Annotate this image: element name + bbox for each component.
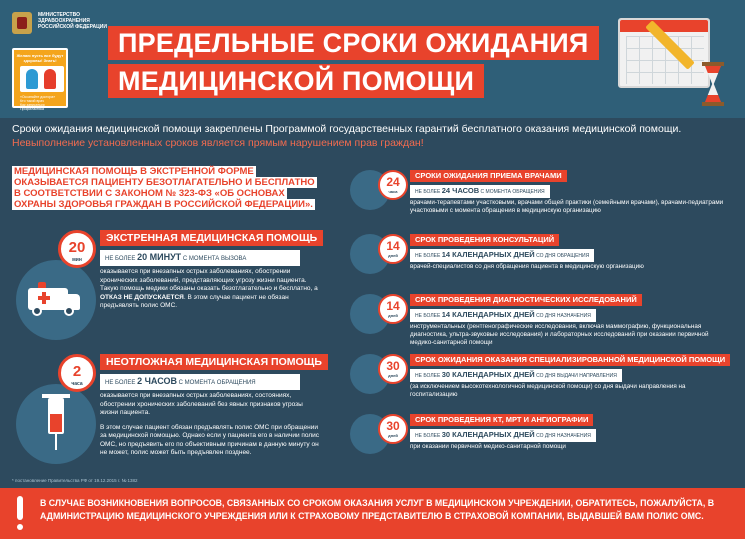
time-badge-number: 20 <box>68 239 86 256</box>
item-limit <box>410 429 596 442</box>
description-text: оказывается при внезапных острых заболеваниях, состояниях, обострении хронических заболеваний без явных признаков угрозы жизни пациента. <box>100 392 303 416</box>
limit-prefix: НЕ БОЛЕЕ <box>415 313 441 319</box>
item-description: при оказании первичной медико-санитарной помощи <box>410 443 566 450</box>
limit-suffix: СО ДНЯ НАЗНАЧЕНИЯ <box>536 313 591 319</box>
item-limit <box>410 309 596 322</box>
title-line-2: МЕДИЦИНСКОЙ ПОМОЩИ <box>108 64 484 98</box>
limit-value: 2 ЧАСОВ <box>137 376 177 386</box>
time-badge-number: 14 <box>386 299 400 313</box>
limit-suffix: С МОМЕНТА ОБРАЩЕНИЯ <box>178 380 256 386</box>
limit-suffix: С МОМЕНТА ОБРАЩЕНИЯ <box>480 189 545 195</box>
intro-warning: Невыполнение установленных сроков является прямым нарушением прав граждан! <box>12 137 424 149</box>
time-badge-unit: дней <box>388 253 398 258</box>
item-title: СРОКИ ОЖИДАНИЯ ПРИЕМА ВРАЧАМИ <box>410 170 567 182</box>
time-badge <box>378 414 408 444</box>
poster-label: «Осознайте доктора» <box>20 95 56 99</box>
item-title: СРОК ОЖИДАНИЯ ОКАЗАНИЯ СПЕЦИАЛИЗИРОВАННОЙ МЕДИЦИНСКОЙ ПОМОЩИ <box>410 354 730 366</box>
limit-prefix: НЕ БОЛЕЕ <box>415 189 441 195</box>
description-tail: . В этом случае пациент не обязан предъявлять полис ОМС. <box>100 293 289 309</box>
item-description: инструментальных (рентгенографические исследования, включая маммографию, функциональная диагностика, ультра-звуковые исследования) и лабораторных исследований при оказании первичной медико-санитарной помощи <box>410 323 709 346</box>
poster-list-item: Кто такой врач <box>20 99 44 103</box>
time-badge-unit: дней <box>388 373 398 378</box>
item-description: врачей-специалистов со дня обращения пациента в медицинскую организацию <box>410 263 644 270</box>
time-badge-number: 2 <box>72 363 82 380</box>
time-badge <box>58 230 96 268</box>
time-badge-number: 30 <box>386 359 400 373</box>
time-badge-unit: часа <box>388 189 398 194</box>
limit-prefix: НЕ БОЛЕЕ <box>415 433 441 439</box>
time-badge-unit: дней <box>388 433 398 438</box>
limit-value: 20 МИНУТ <box>137 252 182 262</box>
syringe-icon <box>34 394 80 454</box>
exclamation-icon <box>14 496 26 532</box>
poster-list-item: Профилактика <box>20 107 44 111</box>
time-badge <box>58 354 96 392</box>
limit-prefix: НЕ БОЛЕЕ <box>105 256 136 262</box>
item-limit <box>410 249 594 262</box>
time-badge-number: 30 <box>386 419 400 433</box>
time-badge <box>378 354 408 384</box>
description-text-2: В этом случае пациент обязан предъявлять полис ОМС при обращении за медицинской помощью. Однако если у пациента его в наличии полис ОМС, но предъявить его по объективным причинам в данную минуту он не может, полис может быть предъявлен позднее. <box>100 423 320 456</box>
emergency-note-text: МЕДИЦИНСКАЯ ПОМОЩЬ В ЭКСТРЕННОЙ ФОРМЕ ОКАЗЫВАЕТСЯ ПАЦИЕНТУ БЕЗОТЛАГАТЕЛЬНО И БЕСПЛАТНО В СООТВЕТСТВИИ С ЗАКОНОМ № 323-ФЗ «ОБ ОСНОВАХ ОХРАНЫ ЗДОРОВЬЯ ГРАЖДАН В РОССИЙСКОЙ ФЕДЕРАЦИИ». <box>14 166 315 210</box>
limit-suffix: С МОМЕНТА ВЫЗОВА <box>182 256 247 262</box>
poster-image <box>20 66 64 92</box>
limit-value: 14 КАЛЕНДАРНЫХ ДНЕЙ <box>441 250 535 259</box>
time-badge-number: 24 <box>386 175 400 189</box>
item-limit <box>410 185 550 198</box>
title-line-1: ПРЕДЕЛЬНЫЕ СРОКИ ОЖИДАНИЯ <box>108 26 599 60</box>
item-title: СРОК ПРОВЕДЕНИЯ КОНСУЛЬТАЦИЙ <box>410 234 559 246</box>
ministry-name: МИНИСТЕРСТВО ЗДРАВООХРАНЕНИЯ РОССИЙСКОЙ ФЕДЕРАЦИИ <box>38 12 107 30</box>
intro <box>0 118 745 154</box>
item-title: СРОК ПРОВЕДЕНИЯ КТ, МРТ И АНГИОГРАФИИ <box>410 414 593 426</box>
section-limit <box>100 374 300 390</box>
item-limit <box>410 369 622 382</box>
section-description <box>100 392 320 458</box>
poster-thumbnail <box>12 48 68 111</box>
urgent-section <box>12 346 342 466</box>
limit-value: 30 КАЛЕНДАРНЫХ ДНЕЙ <box>441 370 535 379</box>
ministry-logo <box>12 12 122 40</box>
page-title <box>108 26 599 102</box>
time-badge-unit: мин <box>72 257 82 263</box>
description-bold: ОТКАЗ НЕ ДОПУСКАЕТСЯ <box>100 293 184 301</box>
bottom-banner <box>0 488 745 539</box>
limit-prefix: НЕ БОЛЕЕ <box>415 373 441 379</box>
time-badge <box>378 294 408 324</box>
footnote: * постановление Правительства РФ от 19.12.2015 г. № 1382 <box>12 478 138 483</box>
poster-title: Желаю пусть все будут здоровы! Знать! <box>16 53 64 63</box>
poster-list-item: Как записаться <box>20 103 45 107</box>
section-title: ЭКСТРЕННАЯ МЕДИЦИНСКАЯ ПОМОЩЬ <box>100 230 323 246</box>
bottom-banner-text: В СЛУЧАЕ ВОЗНИКНОВЕНИЯ ВОПРОСОВ, СВЯЗАННЫХ СО СРОКОМ ОКАЗАНИЯ УСЛУГ В МЕДИЦИНСКОМ УЧРЕЖДЕНИИ, ОБРАТИТЕСЬ, ПОЖАЛУЙСТА, В АДМИНИСТРАЦИЮ МЕДИЦИНСКОГО УЧРЕЖДЕНИЯ ИЛИ К СТРАХОВОМУ ПРЕДСТАВИТЕЛЮ В СТРАХОВОЙ КОМПАНИИ, ВЫДАВШЕЙ ВАМ ПОЛИС ОМС. <box>40 498 715 521</box>
time-badge <box>378 234 408 264</box>
limit-value: 24 ЧАСОВ <box>441 186 480 195</box>
item-title: СРОК ПРОВЕДЕНИЯ ДИАГНОСТИЧЕСКИХ ИССЛЕДОВАНИЙ <box>410 294 642 306</box>
section-limit <box>100 250 300 266</box>
item-description: (за исключением высокотехнологичной медицинской помощи) со дня выдачи направления на госпитализацию <box>410 383 686 398</box>
limit-suffix: СО ДНЯ НАЗНАЧЕНИЯ <box>536 433 591 439</box>
emergency-note <box>12 166 322 210</box>
intro-text: Сроки ожидания медицинской помощи закреплены Программой государственных гарантий бесплатного оказания медицинской помощи. <box>12 123 682 135</box>
description-text: оказывается при внезапных острых заболеваниях, обострении хронических заболеваний, представляющих угрозу жизни пациента. Такую помощь медики обязаны оказать безотлагательно и бесплатно, а <box>100 268 318 292</box>
time-badge <box>378 170 408 200</box>
limit-value: 30 КАЛЕНДАРНЫХ ДНЕЙ <box>441 430 535 439</box>
limit-prefix: НЕ БОЛЕЕ <box>415 253 441 259</box>
time-badge-unit: часа <box>71 381 83 387</box>
time-badge-number: 14 <box>386 239 400 253</box>
emergency-section <box>12 222 342 342</box>
limit-prefix: НЕ БОЛЕЕ <box>105 380 136 386</box>
hourglass-icon <box>702 62 724 106</box>
emblem-icon <box>12 12 32 34</box>
poster-list <box>20 95 64 111</box>
item-description: врачами-терапевтами участковыми, врачами общей практики (семейными врачами), врачами-педиатрами участковыми с момента обращения в медицинскую организацию <box>410 199 724 214</box>
limit-value: 14 КАЛЕНДАРНЫХ ДНЕЙ <box>441 310 535 319</box>
limit-suffix: СО ДНЯ ВЫДАЧИ НАПРАВЛЕНИЯ <box>536 373 617 379</box>
limit-suffix: СО ДНЯ ОБРАЩЕНИЯ <box>536 253 590 259</box>
ambulance-icon <box>28 282 78 316</box>
time-badge-unit: дней <box>388 313 398 318</box>
section-title: НЕОТЛОЖНАЯ МЕДИЦИНСКАЯ ПОМОЩЬ <box>100 354 328 370</box>
calendar-icon <box>618 18 710 88</box>
section-description <box>100 268 320 311</box>
header <box>0 0 745 120</box>
